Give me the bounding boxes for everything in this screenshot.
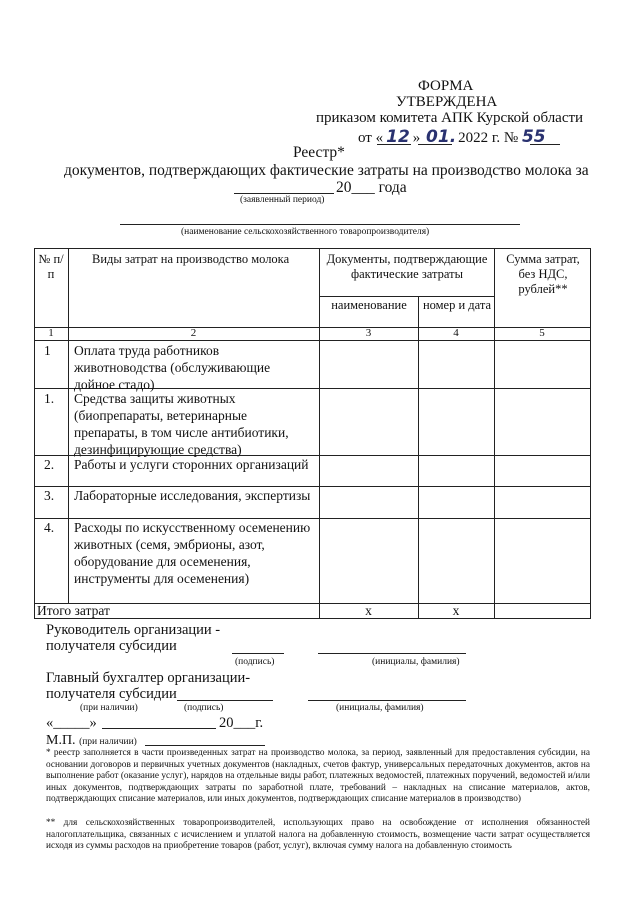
- table-hline: [34, 340, 591, 341]
- stamp-if-any: (при наличии): [79, 737, 137, 747]
- col-header-doc-name: наименование: [331, 298, 407, 312]
- table-vline: [68, 248, 69, 603]
- accountant-sign-line: [177, 700, 273, 701]
- head-label-1: Руководитель организации -: [46, 622, 221, 638]
- date-day: 12: [386, 127, 410, 147]
- row-num: 1.: [44, 391, 55, 406]
- sign-date-day: «_____»: [46, 715, 97, 731]
- table-hline: [34, 603, 591, 604]
- table-vline: [319, 248, 320, 619]
- row-num: 3.: [44, 488, 55, 503]
- col-header-type: Виды затрат на производство молока: [92, 252, 290, 266]
- accountant-initials-caption: (инициалы, фамилия): [336, 703, 424, 713]
- accountant-label-2: получателя субсидии: [46, 686, 177, 702]
- col-header-doc-number: номер и дата: [422, 298, 492, 312]
- date-day-underline: [377, 144, 411, 145]
- sign-date-month-line: [102, 728, 216, 729]
- sign-date-year: 20___г.: [219, 715, 264, 731]
- accountant-initials-line: [308, 700, 466, 701]
- table-hline: [319, 296, 494, 297]
- head-label-2: получателя субсидии: [46, 638, 177, 654]
- year-text: 20___ года: [336, 179, 407, 196]
- accountant-label-1: Главный бухгалтер организации-: [46, 670, 251, 686]
- table-border-bottom: [34, 618, 591, 619]
- date-mid: »: [412, 130, 421, 146]
- row-cost-type: Расходы по искусственному осеменению животных (семя, эмбрионы, азот, оборудование для осеменения, инструменты для осеменения): [74, 520, 311, 586]
- date-year: 2022 г. №: [458, 130, 519, 146]
- registry-subtitle: документов, подтверждающих фактические затраты на производство молока за: [64, 162, 589, 179]
- table-vline: [494, 248, 495, 619]
- head-initials-caption: (инициалы, фамилия): [372, 657, 460, 667]
- row-cost-type: Средства защиты животных (биопрепараты, ветеринарные препараты, в том числе антибиотики, дезинфицирующие средства): [74, 391, 289, 457]
- approved-label: УТВЕРЖДЕНА: [396, 94, 498, 110]
- table-border-top: [34, 248, 591, 249]
- date-prefix: от «: [358, 130, 384, 146]
- registry-title: Реестр*: [293, 144, 345, 161]
- stamp-label: М.П.: [46, 733, 76, 748]
- index-cell: 4: [453, 327, 459, 339]
- row-cost-type: Оплата труда работников животноводства (обслуживающие дойное стадо): [74, 343, 271, 392]
- producer-line: [120, 224, 520, 225]
- row-cost-type: Лабораторные исследования, экспертизы: [74, 488, 311, 503]
- producer-caption: (наименование сельскохозяйственного товаропроизводителя): [181, 227, 430, 237]
- head-sign-caption: (подпись): [235, 657, 275, 667]
- table-border-left: [34, 248, 35, 619]
- date-month: 01.: [426, 127, 457, 147]
- row-cost-type: Работы и услуги сторонних организаций: [74, 457, 309, 472]
- row-num: 2.: [44, 457, 55, 472]
- total-x-cell: x: [452, 603, 460, 618]
- table-vline: [418, 296, 419, 619]
- order-number: 55: [521, 127, 546, 147]
- period-caption: (заявленный период): [240, 195, 325, 205]
- order-line: приказом комитета АПК Курской области: [316, 110, 584, 126]
- if-any-caption: (при наличии): [80, 703, 138, 713]
- form-label: ФОРМА: [418, 78, 474, 94]
- row-num: 4.: [44, 520, 55, 535]
- row-num: 1: [44, 343, 51, 358]
- head-initials-line: [318, 653, 466, 654]
- accountant-sign-caption: (подпись): [184, 703, 224, 713]
- index-cell: 2: [190, 327, 197, 339]
- col-header-docs: Документы, подтверждающие фактические затраты: [326, 252, 488, 281]
- stamp-line-underline: [145, 745, 265, 746]
- head-sign-line: [232, 653, 284, 654]
- index-cell: 5: [539, 327, 545, 339]
- stamp-line: [46, 733, 137, 749]
- footnote-2: ** для сельскохозяйственных товаропроизводителей, использующих право на освобождение от исполнения обязанностей налогоплательщика, связанных с исчислением и уплатой налога на добавленную стоимость, возмещение части затрат осуществляется исходя из суммы расходов на приобретение товаров (работ, услуг), включая сумму налога на добавленную стоимость: [46, 818, 590, 852]
- date-month-underline: [418, 144, 452, 145]
- total-x-cell: x: [365, 603, 372, 618]
- period-line: [234, 193, 334, 194]
- order-number-underline: [530, 144, 560, 145]
- total-label: Итого затрат: [37, 603, 110, 618]
- col-header-sum: Сумма затрат, без НДС, рублей**: [506, 252, 580, 296]
- index-cell: 1: [48, 327, 54, 339]
- footnote-1: * реестр заполняется в части произведенных затрат на производство молока, за период, заявленный для предоставления субсидии, на основании договоров и первичных учетных документов (накладных, счетов фактур, универсальных передаточных документов, актов на выполнение работ (оказание услуг), нарядов на отдельные виды работ, платежных ведомостей, платежных поручений, ведомостей и/или иных документов, подтверждающих затраты по заработной плате, требований – накладных на списание материалов, актов, подтверждающих списание материалов, или иных документов, подтверждающих списание материалов в производство): [46, 748, 590, 805]
- index-cell: 3: [365, 327, 372, 339]
- table-border-right: [590, 248, 591, 619]
- col-header-num: № п/п: [38, 252, 64, 281]
